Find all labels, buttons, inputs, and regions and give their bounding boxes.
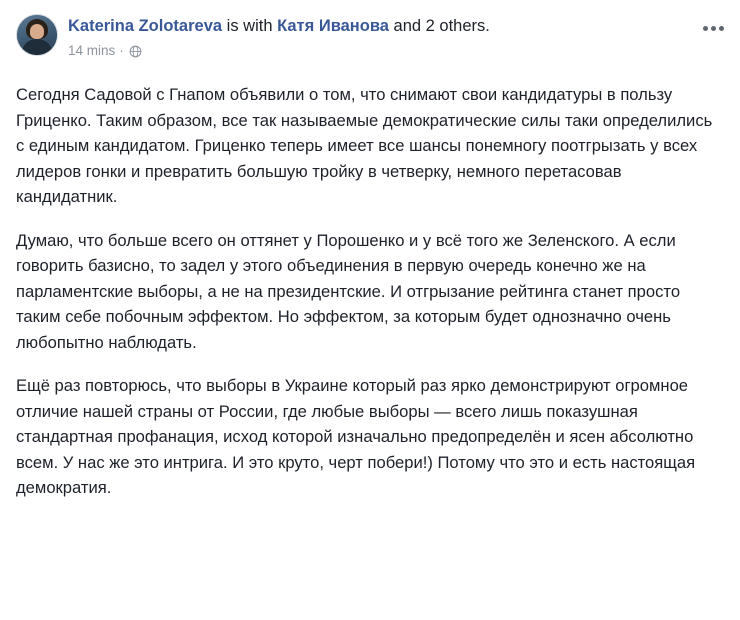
avatar-face	[30, 24, 44, 39]
post-attribution-line	[68, 16, 724, 37]
post-timestamp[interactable]: 14 mins	[68, 43, 116, 58]
author-name[interactable]: Katerina Zolotareva	[68, 17, 223, 35]
meta-separator: ·	[119, 43, 124, 58]
post-header	[16, 14, 724, 68]
more-dot-2	[711, 26, 716, 31]
post-meta-line	[68, 42, 724, 60]
avatar[interactable]	[16, 14, 58, 56]
more-options-icon[interactable]	[694, 18, 724, 38]
post-header-text	[68, 14, 724, 60]
post-paragraph: Ещё раз повторюсь, что выборы в Украине который раз ярко демонстрируют огромное отличие нашей страны от России, где любые выборы — всего лишь показушная стандартная профанация, исход которой изначально предопределён и ясен абсолютно всем. У нас же это интрига. И это круто, черт побери!) Потому что это и есть настоящая демократия.	[16, 376, 696, 497]
more-dot-1	[703, 26, 708, 31]
globe-icon[interactable]	[129, 45, 142, 58]
more-dot-3	[719, 26, 724, 31]
with-text: is with	[226, 17, 273, 35]
others-text[interactable]: and 2 others.	[393, 17, 490, 35]
tagged-person-name[interactable]: Катя Иванова	[277, 17, 389, 35]
post-body	[16, 82, 724, 501]
post-paragraph: Сегодня Садовой с Гнапом объявили о том, что снимают свои кандидатуры в пользу Гриценко. Таким образом, все так называемые демократические силы таки определились с единым кандидатом. Гриценко теперь имеет все шансы понемногу поотгрызать у всех лидеров гонки и превратить большую тройку в четверку, немного перетасовав кандидатник.	[16, 85, 713, 206]
post-paragraph: Думаю, что больше всего он оттянет у Порошенко и у всё того же Зеленского. А если говорить базисно, то задел у этого объединения в первую очередь конечно же на парламентские выборы, а не на президентские. И отгрызание рейтинга станет просто таким себе побочным эффектом. Но эффектом, за которым будет однозначно очень любопытно наблюдать.	[16, 230, 681, 352]
